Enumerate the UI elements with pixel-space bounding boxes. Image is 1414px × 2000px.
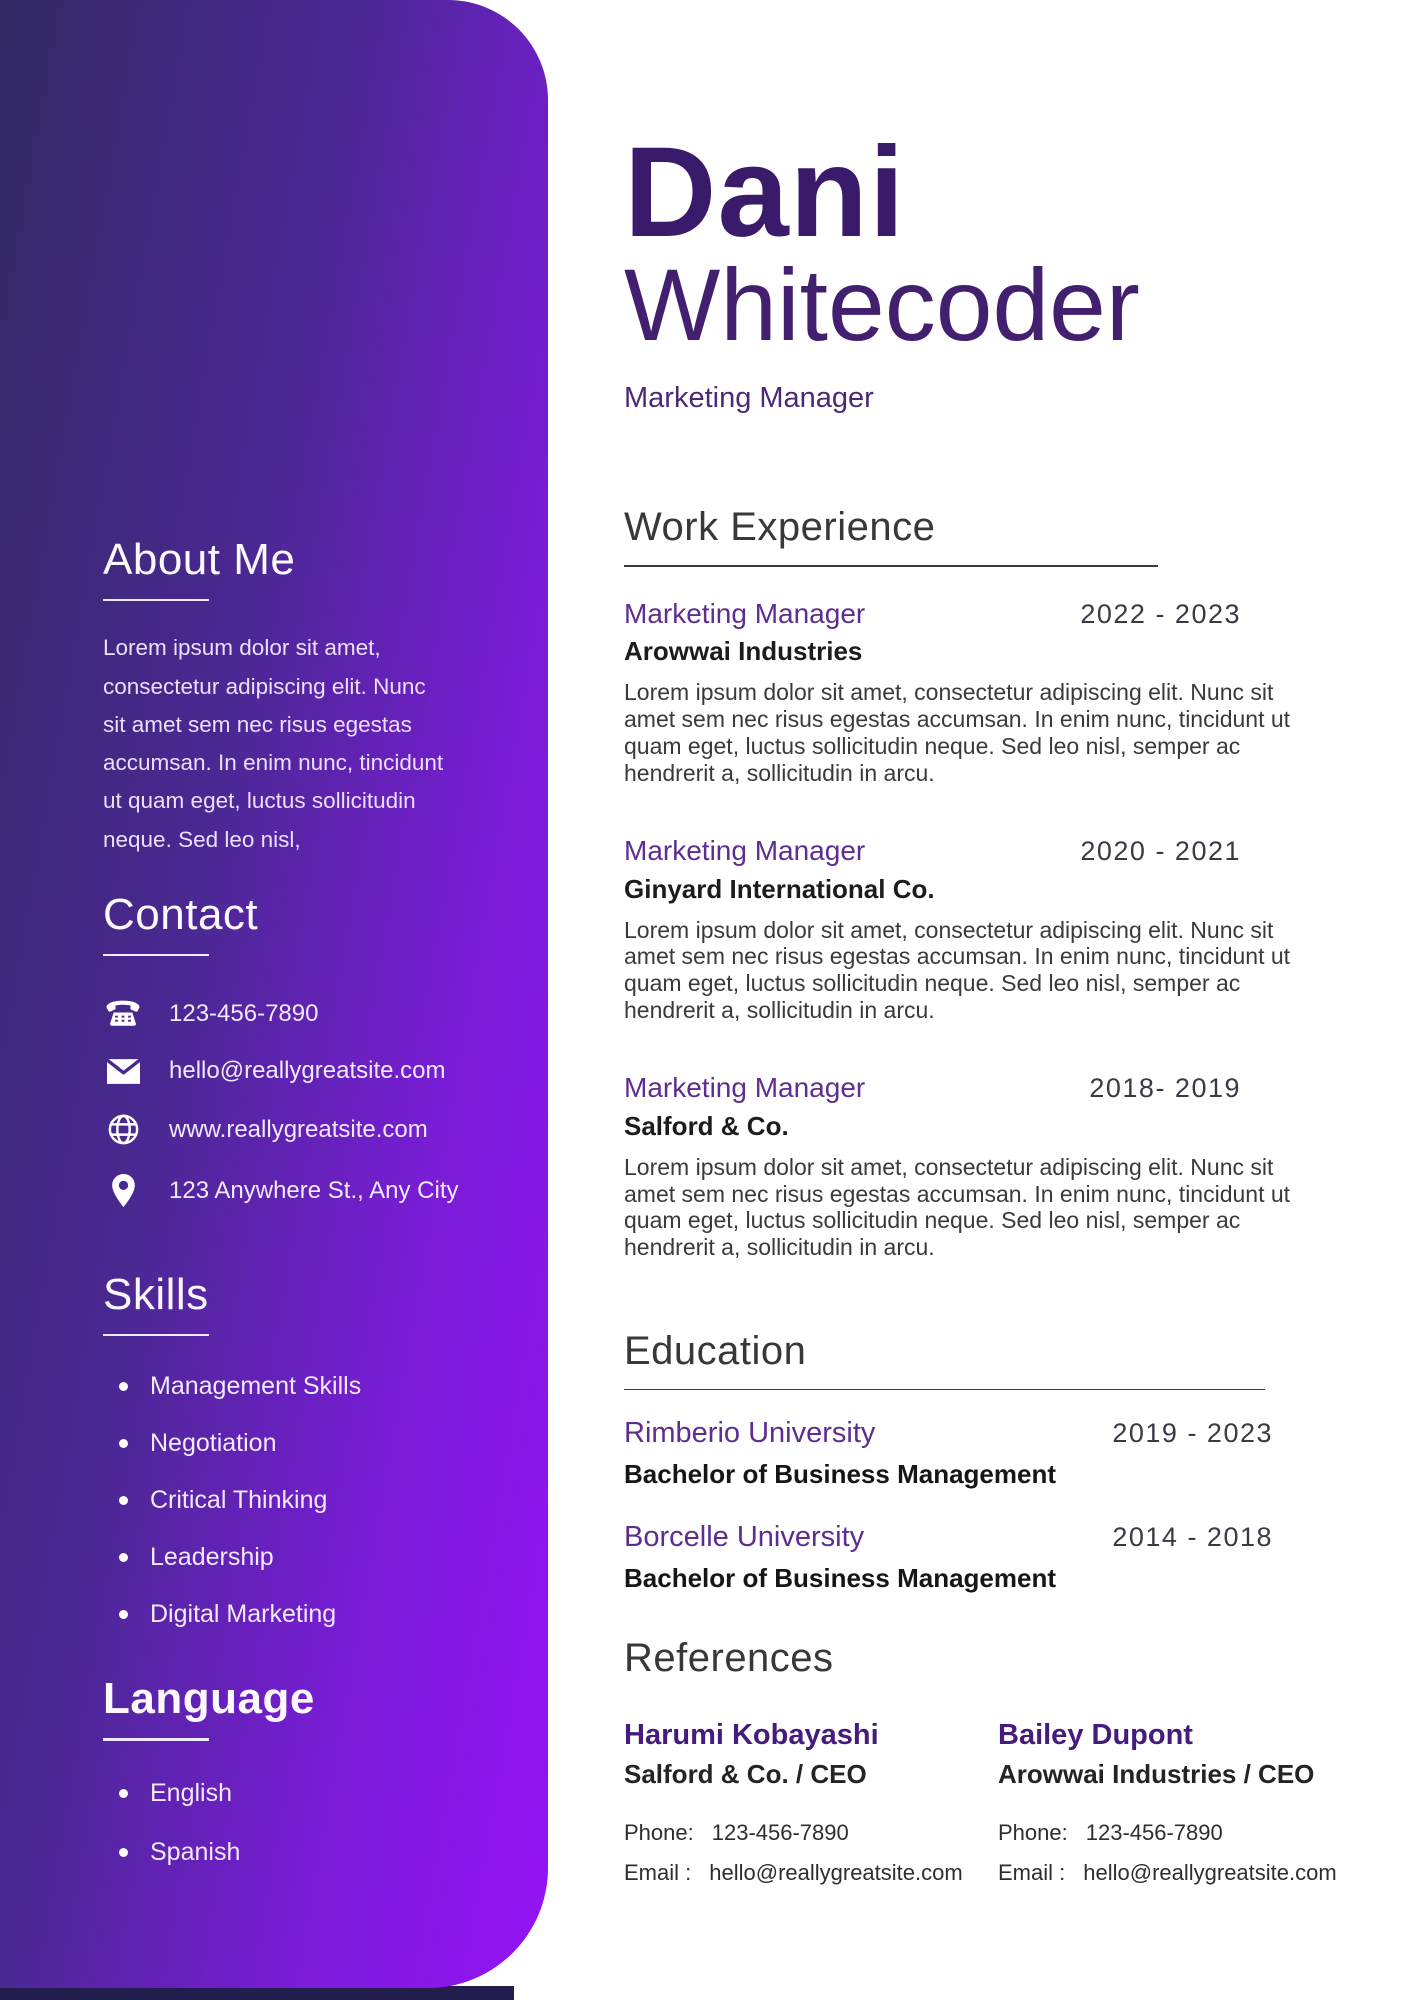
job-header	[624, 597, 1241, 631]
reference-name: Bailey Dupont	[998, 1718, 1193, 1751]
references-heading: References	[624, 1635, 834, 1680]
language-item	[119, 1779, 503, 1808]
location-icon	[103, 1174, 143, 1207]
language-list	[103, 1779, 503, 1867]
skill-label: Management Skills	[150, 1372, 362, 1401]
job-title: Marketing Manager	[624, 597, 866, 629]
reference-entry	[624, 1718, 998, 1886]
about-section	[103, 534, 503, 859]
first-name: Dani	[624, 121, 906, 264]
phone-value: 123-456-7890	[1085, 1819, 1223, 1845]
reference-role: Arowwai Industries / CEO	[998, 1758, 1315, 1789]
job-header	[624, 834, 1241, 868]
school-name: Borcelle University	[624, 1521, 865, 1554]
bullet-dot	[119, 1848, 128, 1857]
website-value: www.reallygreatsite.com	[169, 1115, 428, 1143]
education-entry	[624, 1416, 1364, 1490]
contact-item-address	[103, 1174, 503, 1207]
phone-label: Phone:	[624, 1819, 694, 1845]
email-value: hello@reallygreatsite.com	[1083, 1859, 1337, 1885]
skills-section	[103, 1269, 503, 1629]
heading-underline	[103, 599, 209, 602]
education-section	[624, 1327, 1364, 1594]
bullet-dot	[119, 1496, 128, 1505]
job-company: Arowwai Industries	[624, 636, 863, 667]
job-description: Lorem ipsum dolor sit amet, consectetur adipiscing elit. Nunc sit amet sem nec risus egestas accumsan. In enim nunc, tincidunt ut quam eget, luctus sollicitudin neque. Sed leo nisl, semper ac hendrerit a, sollicitudin in arcu.	[624, 1154, 1291, 1261]
contact-item-email	[103, 1057, 503, 1085]
globe-icon	[103, 1113, 143, 1146]
degree: Bachelor of Business Management	[624, 1459, 1056, 1490]
education-period: 2014 - 2018	[1112, 1522, 1273, 1553]
email-label: Email :	[624, 1859, 692, 1885]
skill-item	[119, 1600, 503, 1629]
bullet-dot	[119, 1439, 128, 1448]
bullet-dot	[119, 1789, 128, 1798]
email-value: hello@reallygreatsite.com	[169, 1057, 446, 1085]
bullet-dot	[119, 1382, 128, 1391]
job-title-subtitle: Marketing Manager	[624, 382, 874, 415]
references-section	[624, 1634, 1364, 1886]
skill-item	[119, 1429, 503, 1458]
skill-label: Digital Marketing	[150, 1600, 337, 1629]
education-entry	[624, 1520, 1364, 1594]
section-underline	[624, 565, 1158, 567]
about-text: Lorem ipsum dolor sit amet, consectetur adipiscing elit. Nunc sit amet sem nec risus egestas accumsan. In enim nunc, tincidunt ut quam eget, luctus sollicitudin neque. Sed leo nisl,	[103, 635, 444, 852]
job-title: Marketing Manager	[624, 1072, 866, 1104]
skills-heading: Skills	[103, 1270, 209, 1320]
phone-icon	[103, 998, 143, 1029]
contact-list	[103, 998, 503, 1207]
sidebar	[0, 0, 548, 1988]
email-icon	[103, 1059, 143, 1084]
reference-phone-row	[998, 1820, 1372, 1846]
job-description: Lorem ipsum dolor sit amet, consectetur adipiscing elit. Nunc sit amet sem nec risus egestas accumsan. In enim nunc, tincidunt ut quam eget, luctus sollicitudin neque. Sed leo nisl, semper ac hendrerit a, sollicitudin in arcu.	[624, 916, 1291, 1023]
job-entry	[624, 834, 1364, 1023]
work-experience-section	[624, 503, 1364, 1260]
job-period: 2022 - 2023	[1080, 598, 1241, 629]
job-title: Marketing Manager	[624, 835, 866, 867]
contact-heading: Contact	[103, 889, 259, 939]
school-name: Rimberio University	[624, 1417, 876, 1450]
phone-value: 123-456-7890	[169, 999, 319, 1027]
references-columns	[624, 1718, 1364, 1886]
email-value: hello@reallygreatsite.com	[709, 1859, 963, 1885]
education-header	[624, 1416, 1273, 1451]
skill-label: Critical Thinking	[150, 1486, 328, 1515]
skill-label: Negotiation	[150, 1429, 277, 1458]
language-section	[103, 1673, 503, 1866]
job-period: 2020 - 2021	[1080, 836, 1241, 867]
heading-underline	[103, 1738, 209, 1741]
reference-email-row	[998, 1860, 1372, 1886]
education-heading: Education	[624, 1328, 807, 1373]
main-content	[624, 0, 1364, 1886]
bullet-dot	[119, 1553, 128, 1562]
job-company: Salford & Co.	[624, 1111, 789, 1142]
about-heading: About Me	[103, 535, 296, 584]
reference-name: Harumi Kobayashi	[624, 1718, 879, 1751]
reference-email-row	[624, 1860, 998, 1886]
contact-item-phone	[103, 998, 503, 1029]
work-experience-heading: Work Experience	[624, 505, 936, 550]
language-label: English	[150, 1778, 232, 1807]
language-item	[119, 1838, 503, 1867]
reference-role: Salford & Co. / CEO	[624, 1758, 867, 1789]
skill-item	[119, 1543, 503, 1572]
education-period: 2019 - 2023	[1112, 1418, 1273, 1449]
job-company: Ginyard International Co.	[624, 873, 935, 904]
contact-section	[103, 889, 503, 1207]
language-label: Spanish	[150, 1837, 241, 1866]
address-value: 123 Anywhere St., Any City	[169, 1176, 459, 1204]
skill-item	[119, 1486, 503, 1515]
degree: Bachelor of Business Management	[624, 1562, 1056, 1593]
heading-underline	[103, 954, 209, 957]
phone-label: Phone:	[998, 1819, 1068, 1845]
job-entry	[624, 1071, 1364, 1260]
bottom-accent-strip	[0, 1986, 514, 2000]
contact-item-website	[103, 1113, 503, 1146]
bullet-dot	[119, 1610, 128, 1619]
job-description: Lorem ipsum dolor sit amet, consectetur adipiscing elit. Nunc sit amet sem nec risus egestas accumsan. In enim nunc, tincidunt ut quam eget, luctus sollicitudin neque. Sed leo nisl, semper ac hendrerit a, sollicitudin in arcu.	[624, 679, 1291, 786]
skills-list	[103, 1372, 503, 1629]
phone-value: 123-456-7890	[711, 1819, 849, 1845]
heading-underline	[103, 1334, 209, 1337]
skill-label: Leadership	[150, 1543, 274, 1572]
skill-item	[119, 1372, 503, 1401]
education-header	[624, 1520, 1273, 1555]
job-period: 2018- 2019	[1089, 1073, 1241, 1104]
job-entry	[624, 597, 1364, 786]
language-heading: Language	[103, 1674, 315, 1724]
name-header	[624, 121, 1364, 415]
last-name: Whitecoder	[624, 248, 1140, 363]
email-label: Email :	[998, 1859, 1066, 1885]
reference-phone-row	[624, 1820, 998, 1846]
reference-entry	[998, 1718, 1372, 1886]
section-underline	[624, 1389, 1265, 1391]
job-header	[624, 1071, 1241, 1105]
